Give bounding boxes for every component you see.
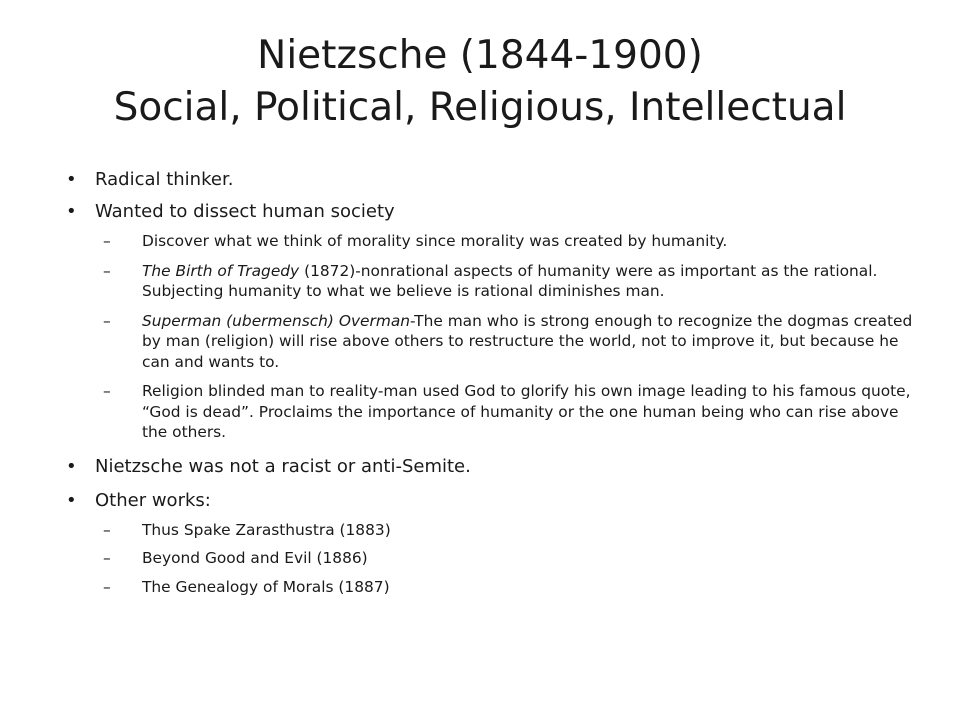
bullet-text: Other works:: [95, 489, 211, 511]
sub-bullet-religion: [103, 381, 926, 443]
bullet-text: Wanted to dissect human society: [95, 201, 395, 222]
work-item: [103, 548, 926, 569]
work-item: [103, 520, 926, 541]
bullet-icon: •: [66, 169, 77, 190]
bullet-other-works: [66, 489, 926, 512]
bullet-icon: •: [66, 201, 77, 222]
book-title-italic: The Birth of Tragedy: [142, 261, 300, 280]
bullet-not-racist: [66, 455, 926, 478]
bullet-radical-thinker: [66, 168, 926, 191]
bullet-icon: •: [66, 489, 77, 511]
dash-icon: –: [103, 382, 111, 400]
dash-icon: –: [103, 261, 111, 280]
work-title: Thus Spake Zarasthustra (1883): [142, 520, 391, 539]
sub-list-dissect: [66, 231, 926, 443]
concept-italic: Superman (ubermensch) Overman: [142, 311, 411, 330]
sub-bullet-superman: [103, 311, 926, 373]
bullet-text: Nietzsche was not a racist or anti-Semite.: [95, 455, 471, 477]
sub-list-works: [66, 520, 926, 598]
title-line-1: Nietzsche (1844-1900): [257, 33, 703, 78]
bullet-dissect-society: [66, 200, 926, 223]
dash-icon: –: [103, 520, 111, 539]
sub-bullet-text: Religion blinded man to reality-man used God to glorify his own image leading to his famous quote, “God is dead”. Proclaims the importance of humanity or the one human being who can rise above the others.: [142, 382, 911, 441]
title-line-2: Social, Political, Religious, Intellectual: [113, 85, 847, 130]
work-title: Beyond Good and Evil (1886): [142, 549, 368, 567]
dash-icon: –: [103, 311, 111, 330]
slide-body: [66, 168, 926, 605]
sub-bullet-birth-of-tragedy: [103, 261, 926, 302]
sub-bullet-morality: [103, 231, 926, 252]
dash-icon: –: [103, 577, 111, 596]
slide-title: [40, 30, 920, 134]
sub-bullet-text: (1872)-nonrational aspects of humanity were as important as the rational. Subjecting humanity to what we believe is rational diminishes man.: [142, 261, 878, 300]
dash-icon: –: [103, 549, 111, 567]
bullet-text: Radical thinker.: [95, 169, 234, 190]
sub-bullet-text: -The man who is strong enough to recognize the dogmas created by man (religion) will rise above others to restructure the world, not to improve it, but because he can and wants to.: [142, 311, 913, 371]
dash-icon: –: [103, 232, 111, 250]
work-title: The Genealogy of Morals (1887): [142, 577, 390, 596]
work-item: [103, 577, 926, 598]
bullet-icon: •: [66, 455, 77, 477]
sub-bullet-text: Discover what we think of morality since morality was created by humanity.: [142, 232, 728, 250]
